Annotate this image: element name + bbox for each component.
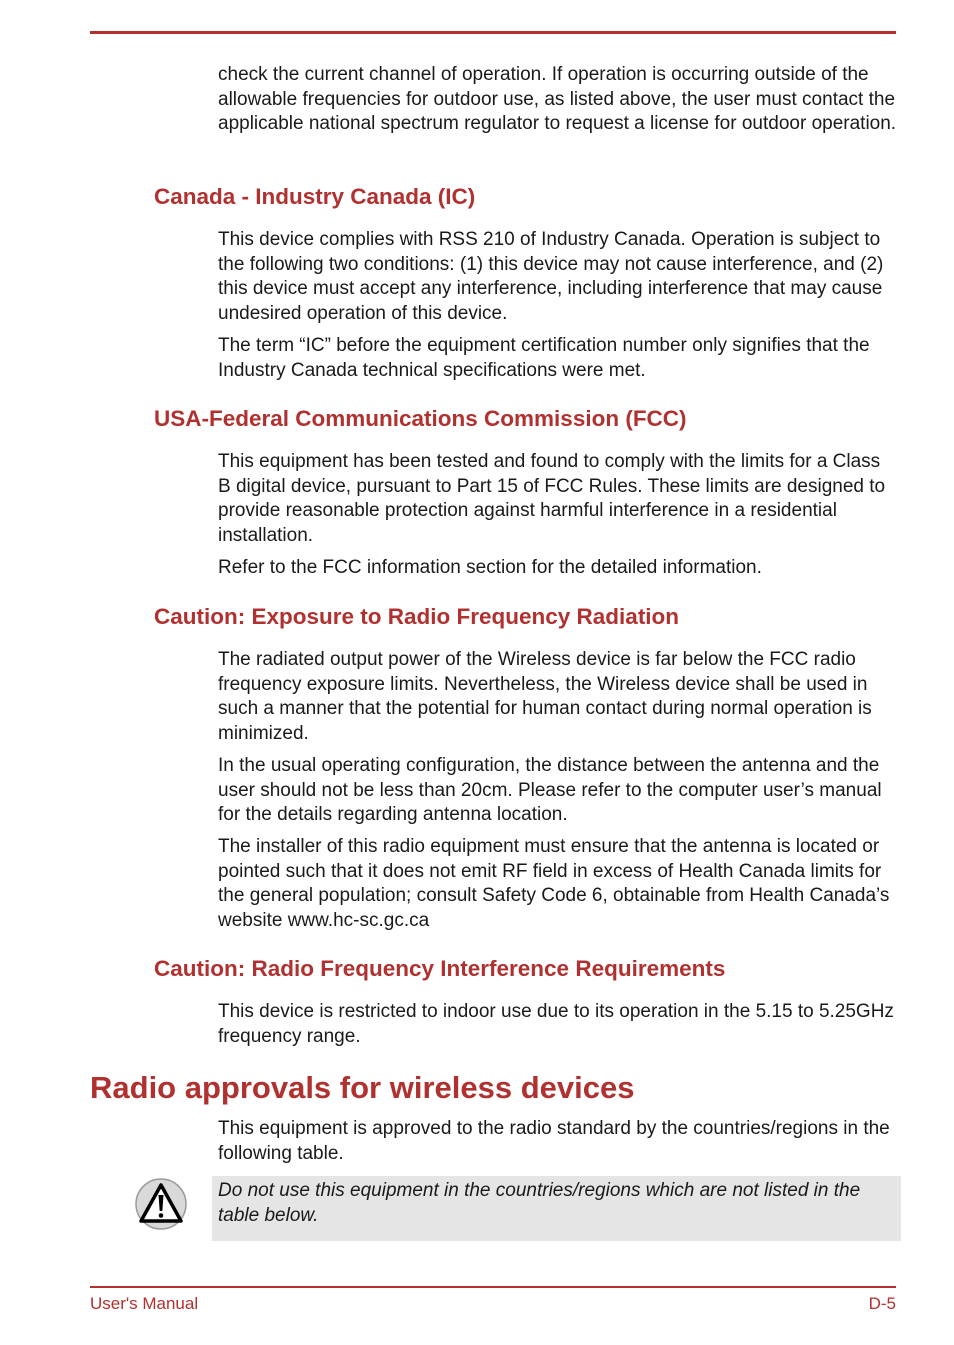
warning-triangle-icon xyxy=(134,1177,188,1231)
heading-rf-exposure: Caution: Exposure to Radio Frequency Radiation xyxy=(154,604,680,629)
ic-paragraph-1: This device complies with RSS 210 of Industry Canada. Operation is subject to the following two conditions: (1) this device may not cause interference, and (2) this device must accept any interference, including interference that may cause undesired operation of this device. xyxy=(218,229,884,324)
rf-exposure-paragraph-2: In the usual operating configuration, the distance between the antenna and the user should not be less than 20cm. Please refer to the computer user’s manual for the details regarding antenna location. xyxy=(218,755,882,825)
rf-interference-paragraph: This device is restricted to indoor use due to its operation in the 5.15 to 5.25GHz frequency range. xyxy=(218,1001,894,1047)
rf-exposure-paragraph-3: The installer of this radio equipment must ensure that the antenna is located or pointed such that it does not emit RF field in excess of Health Canada limits for the general population; consult Safety Code 6, obtainable from Health Canada’s website www.hc-sc.gc.ca xyxy=(218,836,890,931)
ic-paragraph-2: The term “IC” before the equipment certification number only signifies that the Industry Canada technical specifications were met. xyxy=(218,335,870,381)
radio-approvals-paragraph: This equipment is approved to the radio standard by the countries/regions in the following table. xyxy=(218,1118,890,1164)
heading-fcc: USA-Federal Communications Commission (FCC) xyxy=(154,406,687,431)
rf-exposure-paragraph-1: The radiated output power of the Wireless device is far below the FCC radio frequency exposure limits. Nevertheless, the Wireless device shall be used in such a manner that the potential for human contact during normal operation is minimized. xyxy=(218,649,872,744)
note-text: Do not use this equipment in the countries/regions which are not listed in the table below. xyxy=(218,1180,861,1226)
footer-rule xyxy=(90,1286,896,1288)
heading-rf-interference: Caution: Radio Frequency Interference Requirements xyxy=(154,956,726,981)
radio-approvals-title: Radio approvals for wireless devices xyxy=(90,1070,635,1105)
footer-page-number: D-5 xyxy=(868,1294,896,1313)
intro-paragraph: check the current channel of operation. If operation is occurring outside of the allowable frequencies for outdoor use, as listed above, the user must contact the applicable national spectrum regulator to request a license for outdoor operation. xyxy=(218,64,897,134)
header-rule xyxy=(90,31,896,34)
footer-manual-label: User's Manual xyxy=(90,1294,199,1313)
fcc-paragraph-1: This equipment has been tested and found to comply with the limits for a Class B digital device, pursuant to Part 15 of FCC Rules. These limits are designed to provide reasonable protection against harmful interference in a residential installation. xyxy=(218,451,886,546)
heading-industry-canada: Canada - Industry Canada (IC) xyxy=(154,184,476,209)
fcc-paragraph-2: Refer to the FCC information section for the detailed information. xyxy=(218,557,762,578)
